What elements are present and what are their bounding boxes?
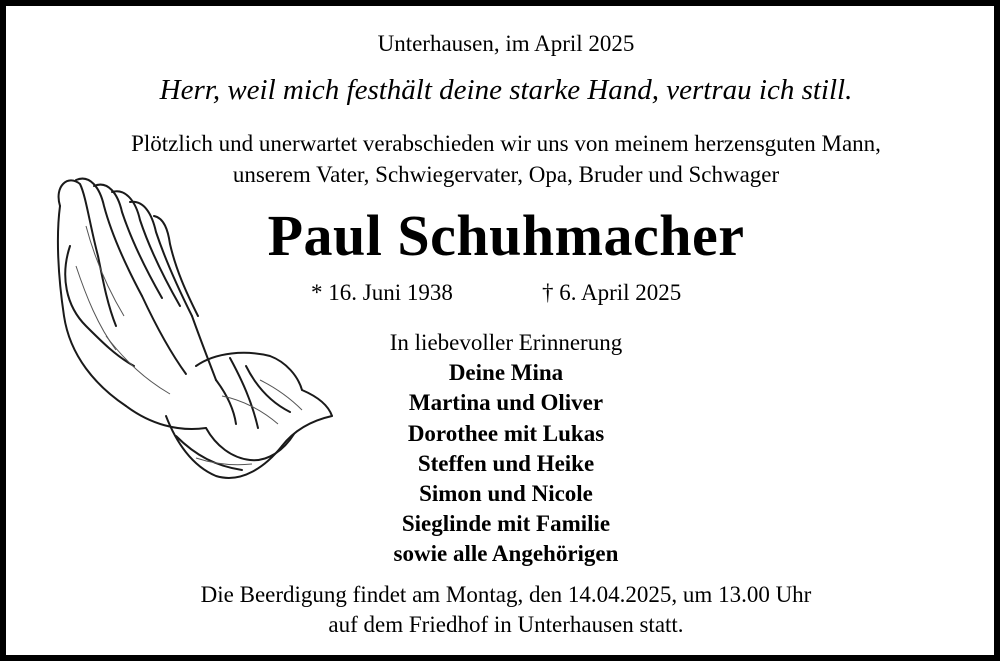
mourner-name: Simon und Nicole	[419, 481, 593, 507]
mourner-name: sowie alle Angehörigen	[393, 541, 619, 567]
motto-quote: Herr, weil mich festhält deine starke Hand, vertrau ich still.	[159, 74, 853, 106]
mourner-name: Martina und Oliver	[408, 390, 604, 416]
place-date: Unterhausen, im April 2025	[377, 31, 635, 56]
funeral-line-1: Die Beerdigung findet am Montag, den 14.04.2025, um 13.00 Uhr	[200, 582, 812, 607]
funeral-line-2: auf dem Friedhof in Unterhausen statt.	[328, 612, 684, 637]
remembrance-lead: In liebevoller Erinnerung	[389, 330, 623, 355]
intro-line-1: Plötzlich und unerwartet verabschieden wir uns von meinem herzensguten Mann,	[131, 131, 881, 156]
mourner-name: Sieglinde mit Familie	[401, 511, 611, 537]
mourner-name: Steffen und Heike	[417, 450, 595, 476]
intro-text	[6, 128, 1000, 190]
mourner-name: Dorothee mit Lukas	[407, 420, 605, 446]
deceased-name: Paul Schuhmacher	[267, 203, 745, 268]
birth-date: * 16. Juni 1938	[311, 280, 453, 305]
mourner-name: Deine Mina	[448, 360, 564, 386]
intro-line-2: unserem Vater, Schwiegervater, Opa, Bruder und Schwager	[232, 162, 780, 187]
funeral-info	[6, 580, 1000, 640]
mourners-list	[6, 328, 1000, 570]
death-date: † 6. April 2025	[542, 280, 682, 305]
